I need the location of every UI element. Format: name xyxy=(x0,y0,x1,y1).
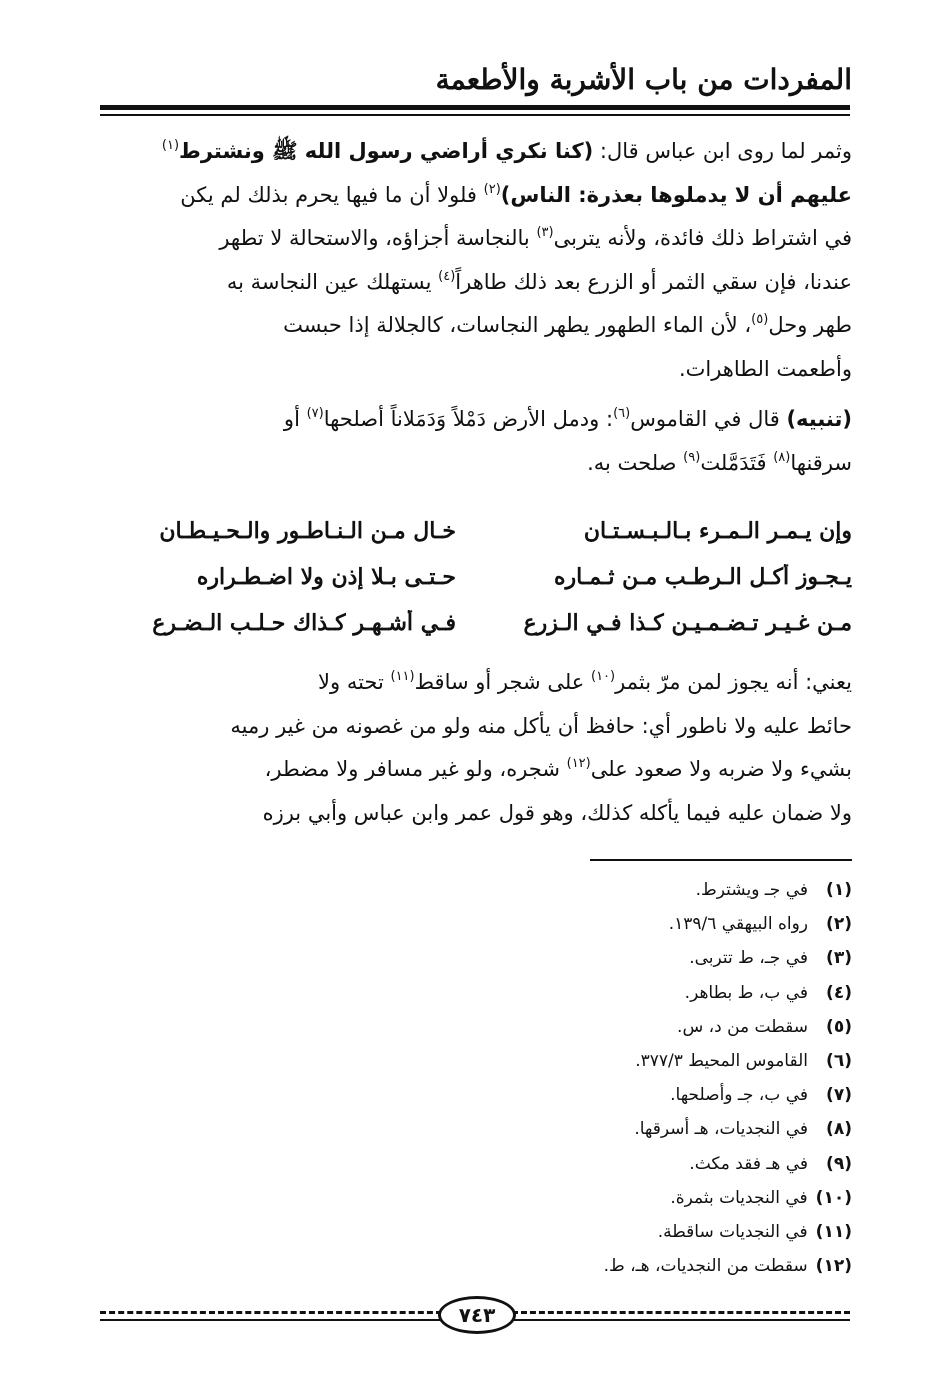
footnote-number: (٤) xyxy=(826,982,852,1003)
footnote-number: (١٠) xyxy=(815,1187,852,1208)
paragraph-line xyxy=(100,174,852,218)
text-run: طهر وحل xyxy=(768,313,852,337)
footnote-number: (١) xyxy=(826,880,852,900)
footer-dashed-rule-left xyxy=(100,1311,442,1314)
footnote-text: في هـ فقد مكث. xyxy=(689,1153,808,1174)
footnote-ref: (٨) xyxy=(773,449,791,465)
paragraph-1 xyxy=(100,130,852,391)
footnote xyxy=(352,873,852,907)
hemistich-second: خـال مـن الـنـاطـور والـحـيـطـان xyxy=(159,518,456,544)
footer-dashed-rule-right xyxy=(512,1311,850,1314)
footnote-ref: (٩) xyxy=(683,449,701,465)
text-run: فلولا أن ما فيها يحرم بذلك لم يكن xyxy=(180,182,484,207)
text-run: بالنجاسة أجزاؤه، والاستحالة لا تطهر xyxy=(219,226,537,250)
paragraph-line: حائط عليه ولا ناطور أي: حافظ أن يأكل منه ولو من غصونه من غير رميه xyxy=(230,713,852,738)
footnote-text: سقطت من د، س. xyxy=(677,1016,808,1037)
poem-verse xyxy=(100,554,852,600)
text-run: على شجر أو ساقط xyxy=(414,670,591,694)
footnote-number: (٥) xyxy=(826,1016,852,1037)
hemistich-first: يـجـوز أكـل الـرطـب مـن ثـمـاره xyxy=(553,564,852,590)
poem-verse xyxy=(100,600,852,646)
footnote-number: (٢) xyxy=(826,914,852,935)
footnote-text: في ب، ط بطاهر. xyxy=(684,982,808,1003)
paragraph-line xyxy=(100,130,852,174)
text-run: في اشتراط ذلك فائدة، ولأنه يتربى xyxy=(553,226,852,250)
poem-verse xyxy=(100,508,852,554)
footnote-text: في النجديات ساقطة. xyxy=(657,1221,808,1242)
footnote xyxy=(352,1215,852,1249)
footnote-text: سقطت من النجديات، هـ، ط. xyxy=(603,1256,808,1277)
footnote-number: (١٢) xyxy=(815,1256,852,1277)
paragraph-line xyxy=(100,442,852,486)
paragraph-line: وأطعمت الطاهرات. xyxy=(678,356,852,381)
text-run: بشيء ولا ضربه ولا صعود على xyxy=(590,757,852,781)
footnote-ref: (١٠) xyxy=(591,669,616,684)
footnote-ref: (٣) xyxy=(536,225,554,240)
footnote-ref: (١) xyxy=(161,138,180,153)
hadith-quote: (كنا نكري أراضي رسول الله ﷺ ونشترط xyxy=(179,139,594,163)
text-run: وثمر لما روى ابن عباس قال: xyxy=(593,139,852,163)
footnote xyxy=(352,1112,852,1146)
paragraph-line: ولا ضمان عليه فيما يأكله كذلك، وهو قول عمر وابن عباس وأبي برزه xyxy=(262,800,852,825)
footnote-ref: (٥) xyxy=(751,312,769,327)
paragraph-line xyxy=(100,217,852,261)
footnote-text: رواه البيهقي ١٣٩/٦. xyxy=(668,914,808,935)
footnote-number: (٣) xyxy=(826,948,852,969)
footnote-number: (١١) xyxy=(815,1221,852,1242)
footnote-text: في جـ، ط تتربى. xyxy=(689,948,808,969)
footnote xyxy=(352,1044,852,1078)
text-run: قال في القاموس xyxy=(630,407,787,431)
page-number: ٧٤٣ xyxy=(438,1296,516,1334)
hemistich-second: حـتـى بـلا إذن ولا اضـطـراره xyxy=(196,564,456,590)
paragraph-3 xyxy=(100,661,852,835)
footnote-ref: (١٢) xyxy=(566,756,591,771)
footnote-ref: (٧) xyxy=(306,406,324,421)
text-run: فَتَدَمَّلت xyxy=(700,450,774,475)
footnote-number: (٧) xyxy=(826,1085,852,1106)
paragraph-line xyxy=(100,748,852,792)
footnote xyxy=(352,1181,852,1215)
header-rule-thick xyxy=(100,105,850,110)
footnote-text: في جـ ويشترط. xyxy=(695,880,808,900)
footnote-text: في النجديات بثمرة. xyxy=(670,1187,808,1208)
poem xyxy=(100,508,852,646)
footnote-separator xyxy=(590,859,852,861)
text-run: : ودمل الأرض دَمْلاً وَدَمَلاناً أصلحها xyxy=(323,407,614,431)
text-run: عندنا، فإن سقي الثمر أو الزرع بعد ذلك طاهراً xyxy=(455,269,852,294)
footnote xyxy=(352,941,852,975)
footnote-ref: (٦) xyxy=(613,406,631,421)
hadith-quote: عليهم أن لا يدملوها بعذرة: الناس) xyxy=(500,182,852,207)
paragraph-line xyxy=(100,398,852,442)
text-run: سرقنها xyxy=(790,450,852,475)
footnote-text: في النجديات، هـ أسرقها. xyxy=(634,1119,808,1140)
paragraph-line xyxy=(100,661,852,705)
footnote xyxy=(352,976,852,1010)
footnote-number: (٩) xyxy=(826,1153,852,1174)
footnote-ref: (٤) xyxy=(438,268,456,284)
hemistich-first: مـن غـيـر تـضـمـيـن كـذا فـي الـزرع xyxy=(523,610,852,636)
text-run: يستهلك عين النجاسة به xyxy=(226,269,439,294)
hemistich-first: وإن يـمـر الـمـرء بـالـبـسـتـان xyxy=(583,518,852,544)
text-run: شجره، ولو غير مسافر ولا مضطر، xyxy=(264,757,567,781)
paragraph-2 xyxy=(100,398,852,485)
hemistich-second: فـي أشـهـر كـذاك حـلـب الـضـرع xyxy=(152,610,456,636)
text-run: تحته ولا xyxy=(318,670,391,694)
footnote xyxy=(352,907,852,941)
footnote xyxy=(352,1010,852,1044)
text-run: صلحت به. xyxy=(587,450,684,475)
footnote-ref: (٢) xyxy=(483,181,501,197)
text-run: يعني: أنه يجوز لمن مرّ بثمر xyxy=(615,670,852,694)
footnote-ref: (١١) xyxy=(390,669,415,684)
paragraph-line xyxy=(100,304,852,348)
header-rule-thin xyxy=(100,114,850,116)
footnote-number: (٨) xyxy=(826,1119,852,1140)
footnote xyxy=(352,1078,852,1112)
footnote-text: القاموس المحيط ٣٧٧/٣. xyxy=(635,1050,808,1071)
running-title: المفردات من باب الأشربة والأطعمة xyxy=(435,63,852,96)
footnotes-list xyxy=(352,873,852,1283)
text-run: ، لأن الماء الطهور يطهر النجاسات، كالجلالة إذا حبست xyxy=(283,313,752,337)
footnote xyxy=(352,1147,852,1181)
paragraph-line xyxy=(100,261,852,305)
footnote-text: في ب، جـ وأصلحها. xyxy=(670,1085,808,1106)
note-label: (تنبيه) xyxy=(786,407,852,431)
text-run: أو xyxy=(283,407,307,431)
footnote-number: (٦) xyxy=(826,1050,852,1071)
footnote xyxy=(352,1249,852,1283)
